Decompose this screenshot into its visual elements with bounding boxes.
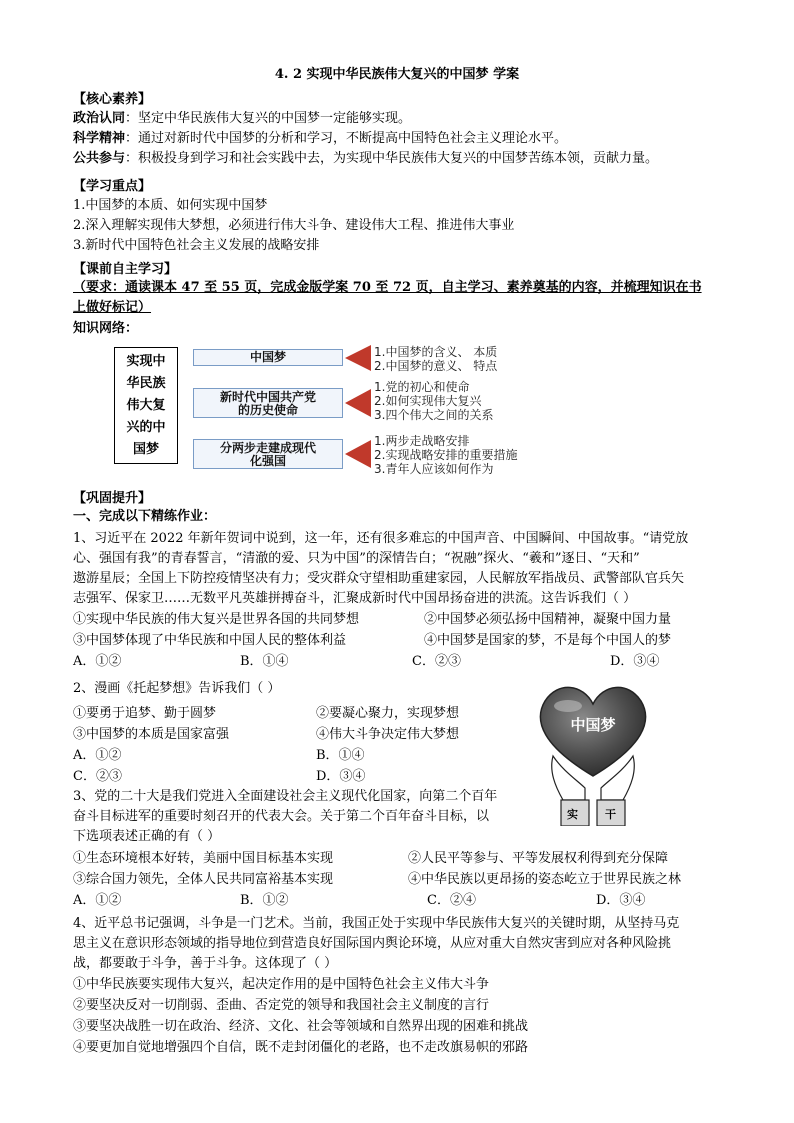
question-option: ③中国梦的本质是国家富强 bbox=[73, 727, 230, 742]
arrow-left-icon bbox=[343, 345, 373, 371]
branch-title-line: 分两步走建成现代 bbox=[219, 441, 316, 455]
core-text: ：通过对新时代中国梦的分析和学习，不断提高中国特色社会主义理论水平。 bbox=[125, 131, 568, 146]
question-option: ②中国梦必须弘扬中国精神，凝聚中国力量 bbox=[424, 612, 672, 627]
network-branch-item: 1.两步走战略安排 bbox=[374, 434, 470, 448]
network-label: 知识网络： bbox=[73, 321, 139, 336]
network-branch-item: 2.实现战略安排的重要措施 bbox=[374, 448, 518, 462]
network-root-line: 华民族 bbox=[126, 376, 166, 391]
cartoon-heart-illustration bbox=[523, 676, 663, 826]
network-root-line: 伟大复 bbox=[126, 398, 166, 413]
focus-item: 1.中国梦的本质、如何实现中国梦 bbox=[73, 198, 268, 213]
heart-icon bbox=[523, 676, 663, 826]
network-root-line: 国梦 bbox=[132, 442, 159, 457]
answer-choice: D．③④ bbox=[316, 769, 366, 784]
network-branch-title bbox=[193, 439, 343, 469]
question-line: 4、近平总书记强调，斗争是一门艺术。当前，我国正处于实现中华民族伟大复兴的关键时期，从坚持马克 bbox=[73, 916, 680, 931]
sleeve-label: 实 bbox=[567, 808, 578, 821]
preview-header: 【课前自主学习】 bbox=[73, 262, 178, 277]
core-header: 【核心素养】 bbox=[73, 92, 152, 107]
answer-choice: B．①② bbox=[240, 893, 289, 908]
network-branch-item: 2.如何实现伟大复兴 bbox=[374, 394, 482, 408]
question-option: ①中华民族要实现伟大复兴，起决定作用的是中国特色社会主义伟大斗争 bbox=[73, 977, 490, 992]
question-stem: 2、漫画《托起梦想》告诉我们（ ） bbox=[73, 681, 281, 696]
question-option: ②人民平等参与、平等发展权利得到充分保障 bbox=[408, 851, 669, 866]
branch-title-line: 新时代中国共产党 bbox=[219, 390, 316, 404]
preview-requirement-cont: 上做好标记） bbox=[73, 300, 152, 315]
question-line: 战，都要敢于斗争，善于斗争。这体现了（ ） bbox=[73, 956, 338, 971]
core-item bbox=[73, 110, 411, 127]
question-line: 心、强国有我”的青春誓言，“清澈的爱、只为中国”的深情告白；“祝融”探火、“羲和”逐日、“天和” bbox=[73, 551, 640, 566]
question-line: 1、习近平在 2022 年新年贺词中说到，这一年，还有很多难忘的中国声音、中国瞬间、中国故事。“请党放 bbox=[73, 531, 689, 546]
network-branch-item: 2.中国梦的意义、 特点 bbox=[374, 359, 498, 373]
question-option: ③综合国力领先，全体人民共同富裕基本实现 bbox=[73, 872, 334, 887]
core-label: 科学精神 bbox=[73, 131, 126, 146]
question-line: 志强军、保家卫……无数平凡英雄拼搏奋斗，汇聚成新时代中国昂扬奋进的洪流。这告诉我们（ ） bbox=[73, 591, 637, 606]
core-item bbox=[73, 150, 658, 167]
question-line: 奋斗目标进军的重要时刻召开的代表大会。关于第二个百年奋斗目标，以 bbox=[73, 809, 490, 824]
core-label: 公共参与 bbox=[73, 151, 126, 166]
answer-choice: D．③④ bbox=[596, 893, 646, 908]
branch-title-line: 的历史使命 bbox=[237, 403, 298, 417]
core-label: 政治认同 bbox=[73, 111, 126, 126]
question-option: ②要坚决反对一切削弱、歪曲、否定党的领导和我国社会主义制度的言行 bbox=[73, 998, 490, 1013]
heart-label: 中国梦 bbox=[570, 716, 616, 734]
question-line: 思主义在意识形态领域的指导地位到营造良好国际国内舆论环境，从应对重大自然灾害到应对各种风险挑 bbox=[73, 936, 672, 951]
focus-item: 3.新时代中国特色社会主义发展的战略安排 bbox=[73, 238, 320, 253]
focus-header: 【学习重点】 bbox=[73, 179, 152, 194]
question-line: 3、党的二十大是我们党进入全面建设社会主义现代化国家，向第二个百年 bbox=[73, 789, 498, 804]
answer-choice: C．②③ bbox=[412, 654, 461, 669]
question-option: ④中华民族以更昂扬的姿态屹立于世界民族之林 bbox=[408, 872, 682, 887]
preview-requirement: （要求：通读课本 47 至 55 页，完成金版学案 70 至 72 页，自主学习、素养奠基的内容，并梳理知识在书 bbox=[73, 280, 702, 295]
network-branch-item: 3.四个伟大之间的关系 bbox=[374, 408, 494, 422]
network-root-box bbox=[114, 347, 178, 464]
focus-item: 2.深入理解实现伟大梦想，必须进行伟大斗争、建设伟大工程、推进伟大事业 bbox=[73, 218, 515, 233]
section-heading: 一、完成以下精练作业： bbox=[73, 509, 217, 524]
network-branch-item: 1.中国梦的含义、 本质 bbox=[374, 345, 498, 359]
question-option: ③中国梦体现了中华民族和中国人民的整体利益 bbox=[73, 633, 347, 648]
network-branch-title: 中国梦 bbox=[193, 349, 343, 366]
answer-choice: A．①② bbox=[73, 748, 122, 763]
question-option: ②要凝心聚力，实现梦想 bbox=[316, 706, 460, 721]
answer-choice: B．①④ bbox=[240, 654, 289, 669]
arrow-left-icon bbox=[343, 440, 373, 468]
answer-choice: D．③④ bbox=[610, 654, 660, 669]
answer-choice: C．②③ bbox=[73, 769, 122, 784]
question-option: ①实现中华民族的伟大复兴是世界各国的共同梦想 bbox=[73, 612, 360, 627]
network-root-line: 实现中 bbox=[126, 354, 166, 369]
consolidate-header: 【巩固提升】 bbox=[73, 491, 152, 506]
network-root-line: 兴的中 bbox=[126, 420, 166, 435]
sleeve-label: 干 bbox=[605, 808, 616, 821]
answer-choice: B．①④ bbox=[316, 748, 365, 763]
core-text: ：坚定中华民族伟大复兴的中国梦一定能够实现。 bbox=[125, 111, 412, 126]
question-option: ④要更加自觉地增强四个自信，既不走封闭僵化的老路，也不走改旗易帜的邪路 bbox=[73, 1040, 529, 1055]
core-item bbox=[73, 130, 567, 147]
answer-choice: C．②④ bbox=[427, 893, 476, 908]
question-line: 遨游星辰；全国上下防控疫情坚决有力；受灾群众守望相助重建家园，人民解放军指战员、武警部队官兵矢 bbox=[73, 571, 685, 586]
branch-title-line: 化强国 bbox=[249, 454, 286, 468]
question-option: ④中国梦是国家的梦，不是每个中国人的梦 bbox=[424, 633, 672, 648]
question-option: ①要勇于追梦、勤于圆梦 bbox=[73, 706, 217, 721]
question-line: 下选项表述正确的有（ ） bbox=[73, 829, 221, 844]
network-branch-item: 3.青年人应该如何作为 bbox=[374, 462, 494, 476]
network-branch-item: 1.党的初心和使命 bbox=[374, 380, 470, 394]
question-option: ④伟大斗争决定伟大梦想 bbox=[316, 727, 460, 742]
page-title: 4. 2 实现中华民族伟大复兴的中国梦 学案 bbox=[274, 67, 520, 82]
answer-choice: A．①② bbox=[73, 893, 122, 908]
network-branch-title bbox=[193, 388, 343, 418]
core-text: ：积极投身到学习和社会实践中去，为实现中华民族伟大复兴的中国梦苦练本领，贡献力量。 bbox=[125, 151, 659, 166]
answer-choice: A．①② bbox=[73, 654, 122, 669]
question-option: ①生态环境根本好转，美丽中国目标基本实现 bbox=[73, 851, 334, 866]
question-option: ③要坚决战胜一切在政治、经济、文化、社会等领域和自然界出现的困难和挑战 bbox=[73, 1019, 529, 1034]
arrow-left-icon bbox=[343, 389, 373, 417]
